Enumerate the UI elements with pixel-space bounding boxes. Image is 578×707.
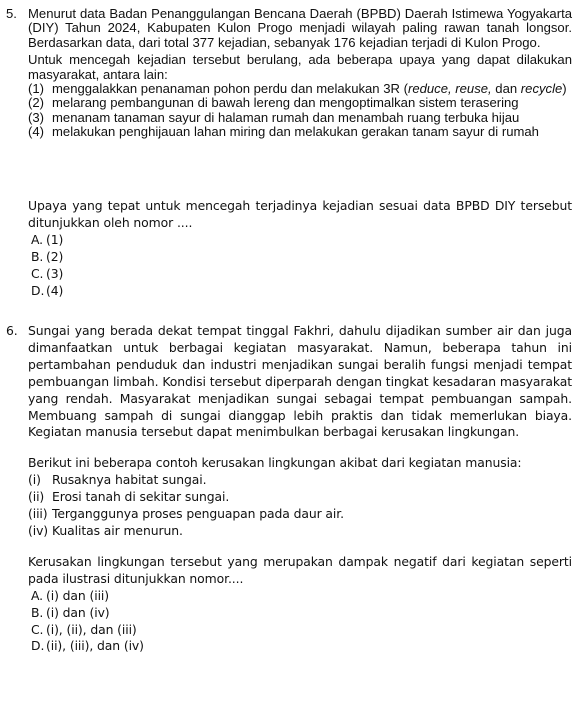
- question-6: [6, 323, 572, 655]
- question-5-lead: Untuk mencegah kejadian tersebut berulang, ada beberapa upaya yang dapat dilakukan masyarakat, antara lain:: [28, 52, 572, 82]
- effort-item-3: (3) menanam tanaman sayur di halaman rumah dan menambah ruang terbuka hijau: [28, 109, 520, 125]
- damage-item-ii: (ii) Erosi tanah di sekitar sungai.: [28, 489, 230, 505]
- option-b[interactable]: B. (i) dan (iv): [31, 604, 110, 620]
- effort-item-4: (4) melakukan penghijauan lahan miring dan melakukan gerakan tanam sayur di rumah: [28, 124, 539, 140]
- option-a[interactable]: A. (1): [31, 231, 64, 247]
- question-5-number: 5.: [6, 6, 17, 21]
- question-5-intro: Menurut data Badan Penanggulangan Bencana Daerah (BPBD) Daerah Istimewa Yogyakarta (DIY) Tahun 2024, Kabupaten Kulon Progo menjadi wilayah paling rawan tanah longsor. Berdasarkan data, dari total 377 kejadian, sebanyak 176 kejadian terjadi di Kulon Progo.: [28, 6, 572, 50]
- option-b[interactable]: B. (2): [31, 248, 64, 264]
- damage-item-i: (i) Rusaknya habitat sungai.: [28, 472, 207, 488]
- question-5: [6, 7, 572, 140]
- damage-item-iii: (iii) Terganggunya proses penguapan pada daur air.: [28, 506, 344, 522]
- option-a[interactable]: A. (i) dan (iii): [31, 587, 109, 603]
- option-c[interactable]: C. (3): [31, 265, 64, 281]
- damage-item-iv: (iv) Kualitas air menurun.: [28, 522, 183, 538]
- question-5-question: Upaya yang tepat untuk mencegah terjadinya kejadian sesuai data BPBD DIY tersebut ditunjukkan oleh nomor ....: [28, 198, 572, 230]
- effort-item-1: (1) menggalakkan penanaman pohon perdu dan melakukan 3R (reduce, reuse, dan recycle): [28, 81, 567, 97]
- question-6-damage-list: [28, 472, 572, 540]
- question-5-options: [31, 232, 572, 300]
- option-d[interactable]: D. (4): [31, 282, 64, 298]
- question-5-prompt: [6, 198, 572, 299]
- question-6-intro: Sungai yang berada dekat tempat tinggal Fakhri, dahulu dijadikan sumber air dan juga dimanfaatkan untuk berbagai kegiatan masyarakat. Namun, beberapa tahun ini pertambahan penduduk dan industri menjadikan sungai beralih fungsi menjadi tempat pembuangan limbah. Kondisi tersebut diperparah dengan tingkat kesadaran masyarakat yang rendah. Masyarakat menjadikan sungai sebagai tempat pembuangan sampah. Membuang sampah di sungai dianggap lebih praktis dan tidak memerlukan biaya. Kegiatan manusia tersebut dapat menimbulkan berbagai kerusakan lingkungan.: [28, 323, 572, 440]
- option-d[interactable]: D. (ii), (iii), dan (iv): [31, 638, 144, 654]
- effort-item-2: (2) melarang pembangunan di bawah lereng dan mengoptimalkan sistem terasering: [28, 95, 519, 111]
- question-6-question: Kerusakan lingkungan tersebut yang merupakan dampak negatif dari kegiatan seperti pada ilustrasi ditunjukkan nomor....: [28, 553, 572, 586]
- option-c[interactable]: C. (i), (ii), dan (iii): [31, 621, 137, 637]
- question-6-options: [31, 588, 572, 656]
- question-6-lead: Berikut ini beberapa contoh kerusakan lingkungan akibat dari kegiatan manusia:: [28, 455, 522, 471]
- question-5-efforts-list: [28, 82, 572, 140]
- question-6-number: 6.: [6, 323, 18, 338]
